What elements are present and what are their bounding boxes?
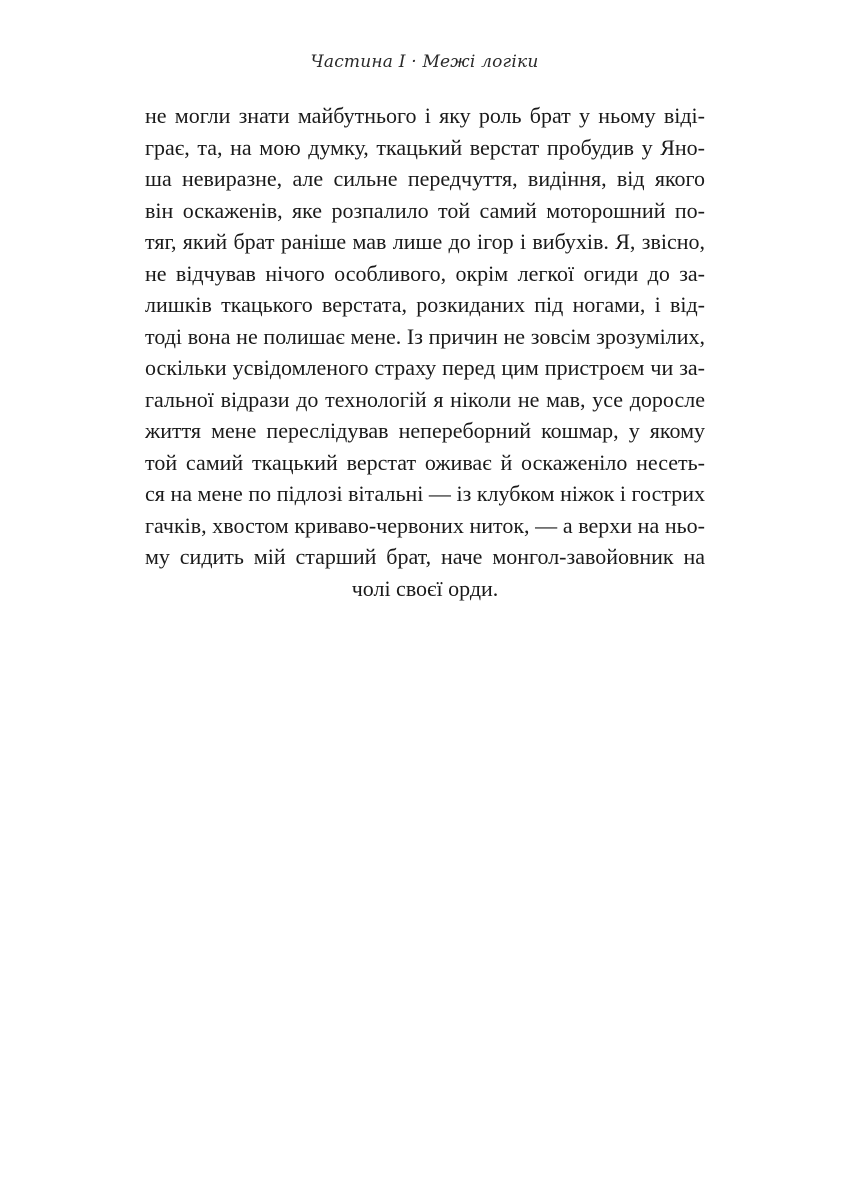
text-line: не відчував нічого особливого, окрім легкої огиди до за-: [145, 260, 705, 286]
text-line: тоді вона не полишає мене. Із причин не зовсім зрозумілих,: [145, 323, 705, 349]
text-line: він оскаженів, яке розпалило той самий моторошний по-: [145, 197, 705, 223]
text-line: ша невиразне, але сильне передчуття, видіння, від якого: [145, 166, 705, 191]
text-line: ся на мене по підлозі вітальні — із клубком ніжок і гострих: [145, 481, 705, 506]
text-line: му сидить мій старший брат, наче монгол-завойовник на: [145, 544, 705, 569]
text-line: гальної відрази до технологій я ніколи не мав, усе доросле: [145, 386, 705, 412]
text-line: життя мене переслідував непереборний кошмар, у якому: [145, 418, 705, 443]
text-line: не могли знати майбутнього і яку роль брат у ньому віді-: [145, 103, 705, 128]
running-header: Частина I · Межі логіки: [310, 52, 539, 72]
text-line: гачків, хвостом криваво-червоних ниток, — а верхи на ньо-: [145, 512, 705, 538]
text-line-last: чолі своєї орди.: [351, 575, 499, 601]
text-line: той самий ткацький верстат оживає й оскажeніло несеть-: [145, 449, 705, 475]
text-line: лишків ткацького верстата, розкиданих під ногами, і від-: [145, 292, 705, 317]
body-text: [145, 100, 705, 604]
text-line: оскільки усвідомленого страху перед цим пристроєм чи за-: [145, 355, 705, 380]
text-line: грає, та, на мою думку, ткацький верстат пробудив у Яно-: [145, 134, 705, 160]
text-line: тяг, який брат раніше мав лише до ігор і вибухів. Я, звісно,: [145, 229, 705, 254]
